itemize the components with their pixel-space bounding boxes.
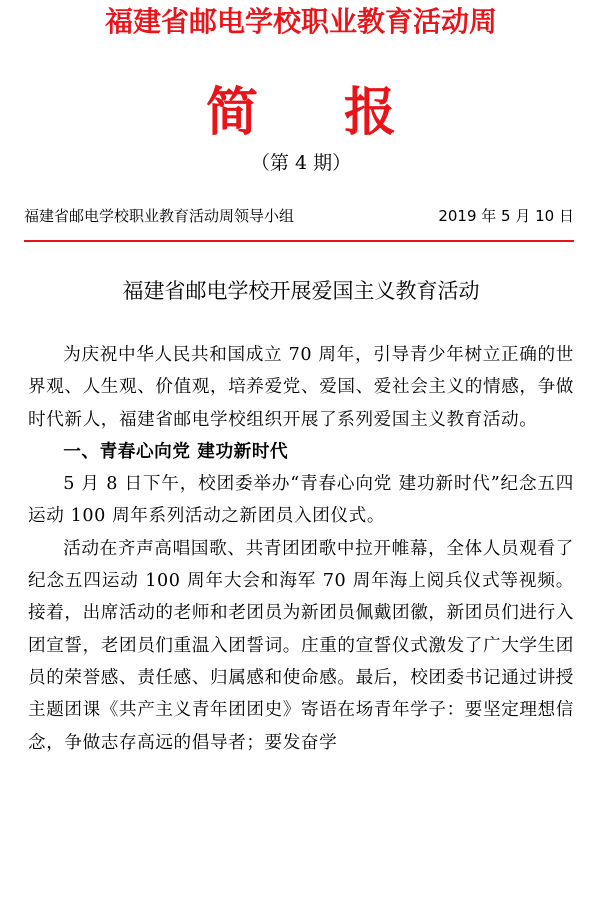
article-title: 福建省邮电学校开展爱国主义教育活动 [122,279,480,303]
issue-number: （第 4 期） [250,152,352,174]
article-body [28,339,574,759]
organization-header: 福建省邮电学校职业教育活动周 [104,5,497,38]
red-divider [24,240,574,242]
paragraph: 5 月 8 日下午，校团委举办“青春心向党 建功新时代”纪念五四运动 100 周年系列活动之新团员入团仪式。 [28,474,574,527]
issuer: 福建省邮电学校职业教育活动周领导小组 [24,207,295,225]
bulletin-title-char-2: 报 [344,82,397,143]
paragraph: 活动在齐声高唱国歌、共青团团歌中拉开帷幕，全体人员观看了纪念五四运动 100 周年大会和海军 70 周年海上阅兵仪式等视频。接着，出席活动的老师和老团员为新团员佩戴团徽，新团员们进行入团宣誓，老团员们重温入团誓词。庄重的宣誓仪式激发了广大学生团员的荣誉感、责任感、归属感和使命感。最后，校团委书记通过讲授主题团课《共产主义青年团团史》寄语在场青年学子：要坚定理想信念，争做志存高远的倡导者；要发奋学 [28,538,574,753]
bulletin-title-char-1: 简 [205,82,258,143]
meta-row [24,205,574,227]
section-heading: 一、青春心向党 建功新时代 [63,440,289,462]
issue-date: 2019 年 5 月 10 日 [438,207,574,225]
bulletin-title [0,82,602,144]
paragraph: 为庆祝中华人民共和国成立 70 周年，引导青少年树立正确的世界观、人生观、价值观，培养爱党、爱国、爱社会主义的情感，争做时代新人，福建省邮电学校组织开展了系列爱国主义教育活动。 [28,345,574,430]
